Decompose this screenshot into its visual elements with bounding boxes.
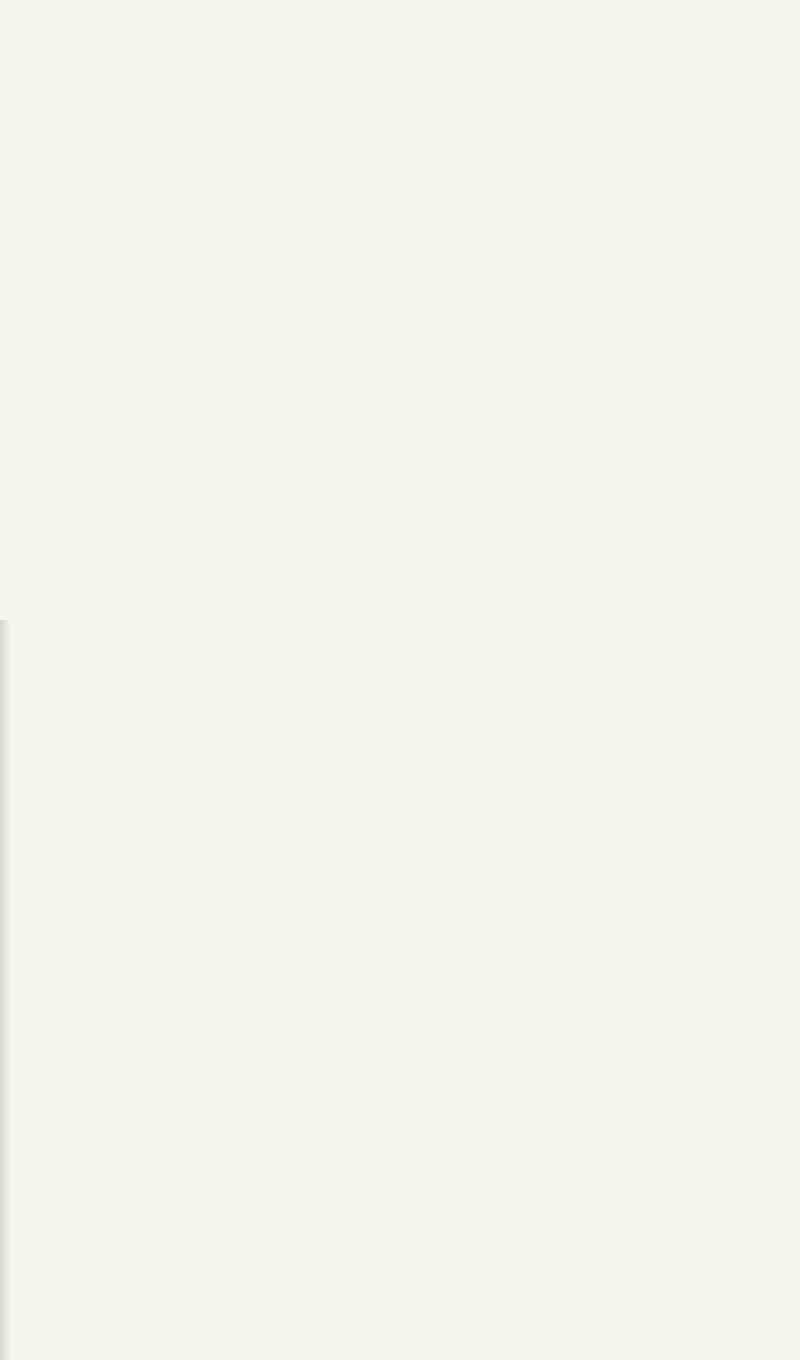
body-text-lower (54, 688, 744, 699)
page-edge-shadow (0, 620, 10, 1360)
running-head (54, 4, 744, 32)
